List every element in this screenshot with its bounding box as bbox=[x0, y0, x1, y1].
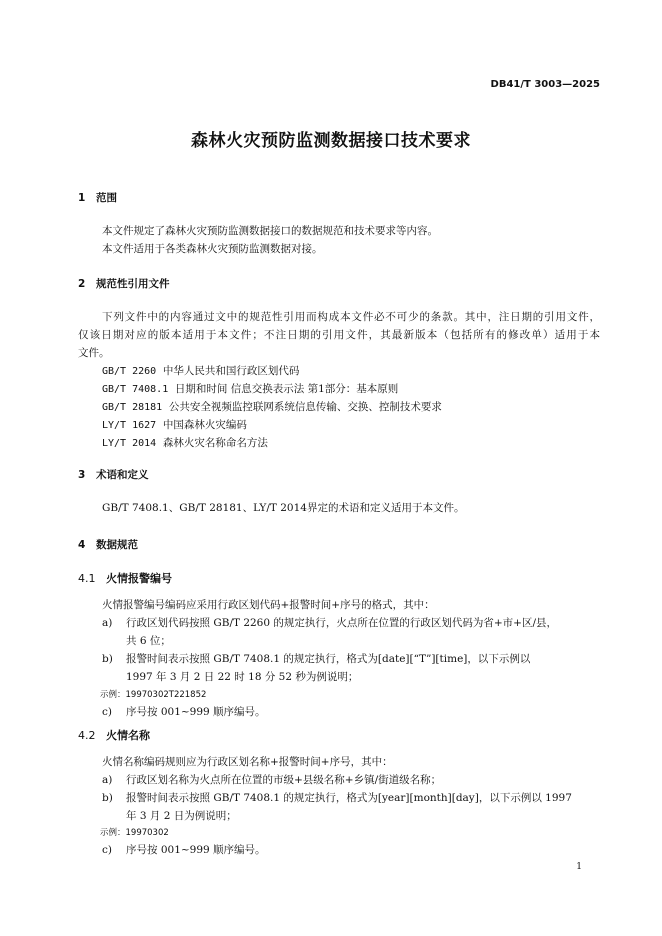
list-marker: b) bbox=[102, 653, 113, 665]
reference-item bbox=[102, 399, 442, 414]
reference-item bbox=[102, 363, 299, 378]
reference-item bbox=[102, 381, 398, 396]
section-number: 3 bbox=[78, 469, 86, 481]
list-item-a bbox=[102, 615, 557, 630]
subsection-4-1-heading bbox=[78, 570, 172, 586]
example-text: 示例：19970302T221852 bbox=[100, 690, 207, 700]
list-item-text: 行政区划代码按照 GB/T 2260 的规定执行，火点所在位置的行政区划代码为省+市+区/县， bbox=[126, 617, 558, 629]
section-2-intro-line-1: 下列文件中的内容通过文中的规范性引用而构成本文件必不可少的条款。其中，注日期的引用文件， bbox=[102, 311, 600, 323]
document-code: DB41/T 3003—2025 bbox=[490, 79, 600, 90]
subsection-number: 4.2 bbox=[78, 729, 96, 742]
reference-title: 公共安全视频监控联网系统信息传输、交换、控制技术要求 bbox=[168, 401, 442, 413]
section-number: 2 bbox=[78, 278, 86, 290]
list-item-text: 序号按 001~999 顺序编号。 bbox=[126, 844, 266, 856]
reference-title: 日期和时间 信息交换表示法 第1部分：基本原则 bbox=[174, 383, 399, 395]
section-3-paragraph: GB/T 7408.1、GB/T 28181、LY/T 2014界定的术语和定义适用于本文件。 bbox=[102, 502, 465, 514]
section-number: 1 bbox=[78, 192, 86, 204]
section-title: 术语和定义 bbox=[96, 469, 149, 481]
subsection-4-1-intro: 火情报警编号编码应采用行政区划代码+报警时间+序号的格式，其中： bbox=[102, 599, 435, 611]
list-marker: c) bbox=[102, 844, 112, 856]
reference-code: GB/T 7408.1 bbox=[102, 384, 169, 395]
list-item-text: 行政区划名称为火点所在位置的市级+县级名称+乡镇/街道级名称； bbox=[126, 774, 442, 786]
list-item-text: 报警时间表示按照 GB/T 7408.1 的规定执行，格式为[year][month][day]，以下示例以 1997 bbox=[126, 792, 572, 804]
subsection-4-2-intro: 火情名称编码规则应为行政区划名称+报警时间+序号，其中： bbox=[102, 756, 393, 768]
section-4-heading bbox=[78, 537, 138, 552]
page-number: 1 bbox=[576, 862, 582, 872]
reference-code: GB/T 2260 bbox=[102, 366, 157, 377]
section-title: 数据规范 bbox=[96, 539, 138, 551]
section-number: 4 bbox=[78, 539, 86, 551]
section-1-paragraph-2: 本文件适用于各类森林火灾预防监测数据对接。 bbox=[102, 243, 323, 255]
list-item-text: 序号按 001~999 顺序编号。 bbox=[126, 706, 266, 718]
reference-title: 中华人民共和国行政区划代码 bbox=[162, 365, 300, 377]
example-text: 示例：19970302 bbox=[100, 828, 169, 838]
section-title: 范围 bbox=[96, 192, 117, 204]
section-title: 规范性引用文件 bbox=[96, 278, 170, 290]
reference-title: 中国森林火灾编码 bbox=[162, 419, 247, 431]
list-item-b-continuation: 年 3 月 2 日为例说明； bbox=[126, 810, 237, 822]
section-2-intro-line-2: 仅该日期对应的版本适用于本文件；不注日期的引用文件，其最新版本（包括所有的修改单）适用于本 bbox=[78, 329, 600, 341]
list-marker: a) bbox=[102, 617, 113, 629]
list-item-text: 报警时间表示按照 GB/T 7408.1 的规定执行，格式为[date][“T”][time]，以下示例以 bbox=[126, 653, 531, 665]
reference-item bbox=[102, 435, 268, 450]
list-item-c bbox=[102, 704, 266, 719]
reference-item bbox=[102, 417, 247, 432]
section-3-heading bbox=[78, 467, 149, 482]
list-item-b bbox=[102, 790, 572, 805]
subsection-4-2-heading bbox=[78, 727, 150, 743]
reference-code: LY/T 2014 bbox=[102, 438, 157, 449]
list-item-a bbox=[102, 772, 441, 787]
section-2-heading bbox=[78, 276, 170, 291]
list-item-b bbox=[102, 651, 530, 666]
list-marker: b) bbox=[102, 792, 113, 804]
list-marker: a) bbox=[102, 774, 113, 786]
list-item-c bbox=[102, 842, 266, 857]
subsection-title: 火情报警编号 bbox=[106, 572, 172, 585]
subsection-title: 火情名称 bbox=[106, 729, 150, 742]
subsection-number: 4.1 bbox=[78, 572, 96, 585]
reference-code: LY/T 1627 bbox=[102, 420, 157, 431]
reference-code: GB/T 28181 bbox=[102, 402, 163, 413]
section-2-intro-line-3: 文件。 bbox=[78, 347, 110, 359]
list-item-b-continuation: 1997 年 3 月 2 日 22 时 18 分 52 秒为例说明； bbox=[126, 671, 359, 683]
reference-title: 森林火灾名称命名方法 bbox=[162, 437, 268, 449]
list-item-a-continuation: 共 6 位； bbox=[126, 635, 171, 647]
section-1-heading bbox=[78, 190, 117, 205]
section-1-paragraph-1: 本文件规定了森林火灾预防监测数据接口的数据规范和技术要求等内容。 bbox=[102, 225, 438, 237]
list-marker: c) bbox=[102, 706, 112, 718]
document-title: 森林火灾预防监测数据接口技术要求 bbox=[191, 131, 471, 151]
